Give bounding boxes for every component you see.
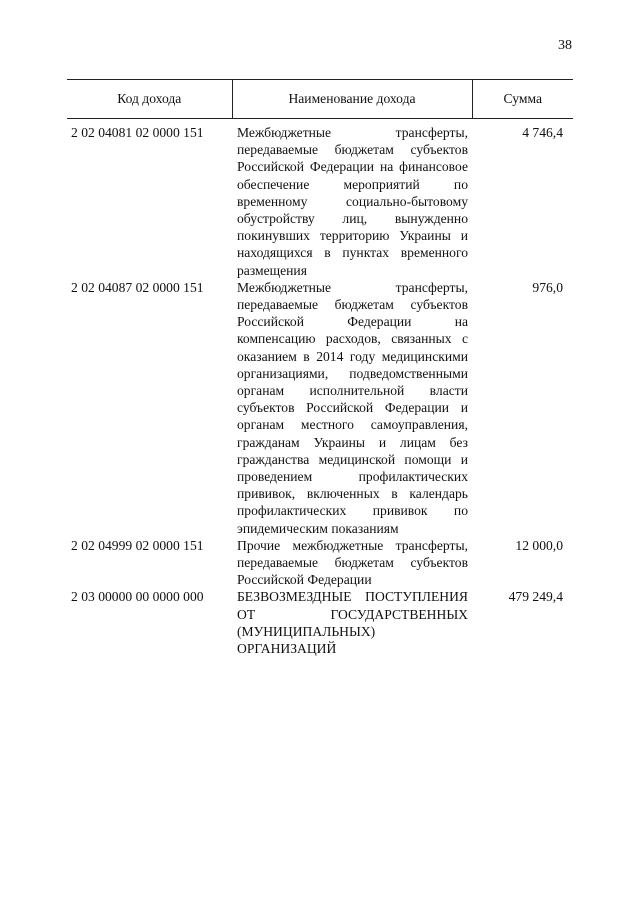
income-sum-cell: 4 746,4 <box>522 125 563 140</box>
table-row <box>67 279 573 537</box>
income-table <box>67 79 573 657</box>
header-income-sum: Сумма <box>472 80 573 119</box>
table-header-row <box>67 80 573 119</box>
table-row <box>67 537 573 589</box>
income-name-cell: БЕЗВОЗМЕЗДНЫЕ ПОСТУПЛЕНИЯ ОТ ГОСУДАРСТВЕННЫХ (МУНИЦИПАЛЬНЫХ) ОРГАНИЗАЦИЙ <box>237 589 468 657</box>
income-code-cell: 2 02 04081 02 0000 151 <box>71 125 204 140</box>
table-row <box>67 588 573 657</box>
table-row <box>67 119 573 279</box>
income-name-cell: Прочие межбюджетные трансферты, передаваемые бюджетам субъектов Российской Федерации <box>237 537 468 588</box>
income-name-cell: Межбюджетные трансферты, передаваемые бюджетам субъектов Российской Федерации на финансовое обеспечение мероприятий по временному социально-бытовому обустройству лиц, вынужденно покинувших территорию Украины и находящихся в пунктах временного размещения <box>237 125 468 278</box>
income-code-cell: 2 02 04087 02 0000 151 <box>71 279 204 295</box>
income-sum-cell: 12 000,0 <box>515 537 563 553</box>
income-sum-cell: 479 249,4 <box>508 589 563 605</box>
page-number: 38 <box>558 38 572 53</box>
income-sum-cell: 976,0 <box>532 279 563 295</box>
income-code-cell: 2 02 04999 02 0000 151 <box>71 537 204 553</box>
income-name-cell: Межбюджетные трансферты, передаваемые бюджетам субъектов Российской Федерации на компенсацию расходов, связанных с оказанием в 2014 году медицинскими организациями, подведомственными органам исполнительной власти субъектов Российской Федерации и органам местного самоуправления, гражданам Украины и лицам без гражданства медицинской помощи и проведением профилактических прививок, включенных в календарь профилактических прививок по эпидемическим показаниям <box>237 279 468 536</box>
income-code-cell: 2 03 00000 00 0000 000 <box>71 589 204 605</box>
header-income-name: Наименование дохода <box>232 80 472 119</box>
header-income-code: Код дохода <box>67 80 232 119</box>
